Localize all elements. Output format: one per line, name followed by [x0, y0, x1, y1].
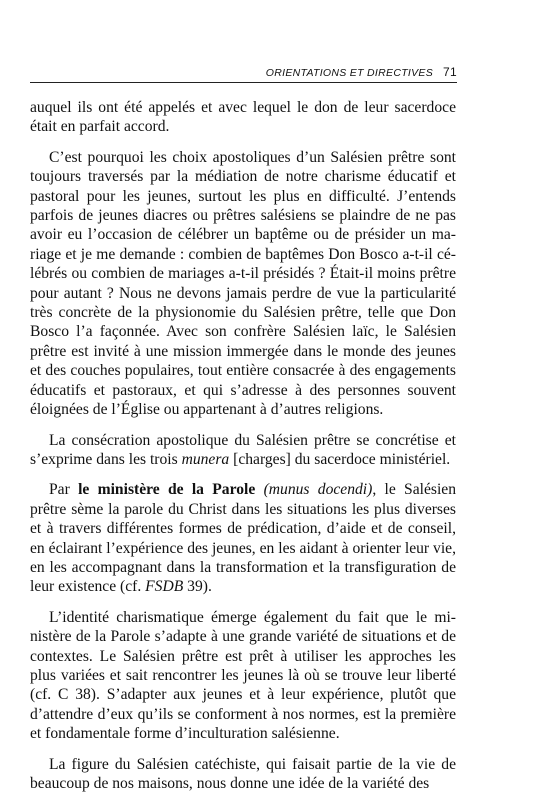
running-header	[30, 66, 457, 83]
paragraph-4-space	[255, 481, 263, 498]
paragraph-4-latin-term: (munus docendi)	[263, 481, 373, 499]
paragraph-5-text: L’identité charismatique émerge également du fait que le ministère de la Parole s’adapte à une grande variété de situations et de contextes. Le Salésien prêtre est prêt à utiliser les approches les plus variées et sait rencontrer les jeunes là où se trouve leur liberté (cf. C 38). S’adapter aux jeunes et à leur expérience, plutôt que d’attendre d’eux qu’ils se conforment à nos normes, est la première et fondamentale forme d’inculturation salésienne.	[30, 608, 456, 743]
paragraph-4-text-tail: 39).	[183, 578, 212, 596]
paragraph-4-text-mid: , le Salésien prêtre sème la parole du Christ dans les situations les plus diverses et à travers différentes formes de prédication, d’aide et de conseil, en éclairant l’expérience des jeunes, en les aidant à orienter leur vie, en les accompagnant dans la transformation et la transfiguration de leur existence (cf.	[30, 481, 457, 596]
paragraph-1-text: auquel ils ont été appelés et avec lequel le don de leur sacerdoce était en parfait accord.	[30, 99, 456, 136]
paragraph-5	[30, 608, 456, 744]
body-text	[30, 98, 456, 804]
paragraph-2-text: C’est pourquoi les choix apostoliques d’un Salésien prêtre sont toujours traversés par la médiation de notre charisme éducatif et pastoral pour les jeunes, surtout les plus en difficulté. J’entends parfois de jeunes diacres ou prêtres salésiens se plaindre de ne pas avoir eu l’occasion de célébrer un baptême ou de présider un mariage et je me demande : combien de baptêmes Don Bosco a-t-il célébrés ou combien de mariages a-t-il présidés ? Était-il moins prêtre pour autant ? Nous ne devons jamais perdre de vue la particularité très concrète de la physionomie du Salésien prêtre, telle que Don Bosco l’a façonnée. Avec son confrère Salésien laïc, le Salésien prêtre est invité à une mission immergée dans le monde des jeunes et des couches populaires, tout entière consacrée à des engagements éducatifs et pastoraux, et qui s’adresse à des personnes souvent éloignées de l’Église ou appartenant à d’autres religions.	[30, 148, 456, 419]
paragraph-4-bold-term: le ministère de la Parole	[78, 481, 256, 499]
paragraph-3	[30, 431, 456, 470]
running-title: ORIENTATIONS ET DIRECTIVES	[265, 67, 434, 79]
paragraph-6	[30, 755, 456, 794]
paragraph-1	[30, 98, 456, 137]
paragraph-3-italic-term: munera	[181, 450, 230, 468]
paragraph-3-text-before: La consécration apostolique du Salésien prêtre se concrétise et s’exprime dans les trois	[30, 431, 456, 468]
paragraph-4	[30, 480, 456, 596]
paragraph-4-lead: Par	[49, 481, 79, 499]
paragraph-2	[30, 148, 456, 420]
paragraph-3-text-after: [charges] du sacerdoce ministériel.	[229, 450, 451, 468]
page-number: 71	[443, 65, 457, 79]
paragraph-6-text: La figure du Salésien catéchiste, qui faisait partie de la vie de beaucoup de nos maisons, nous donne une idée de la variété des	[30, 755, 456, 792]
paragraph-4-source-ref: FSDB	[145, 578, 184, 596]
